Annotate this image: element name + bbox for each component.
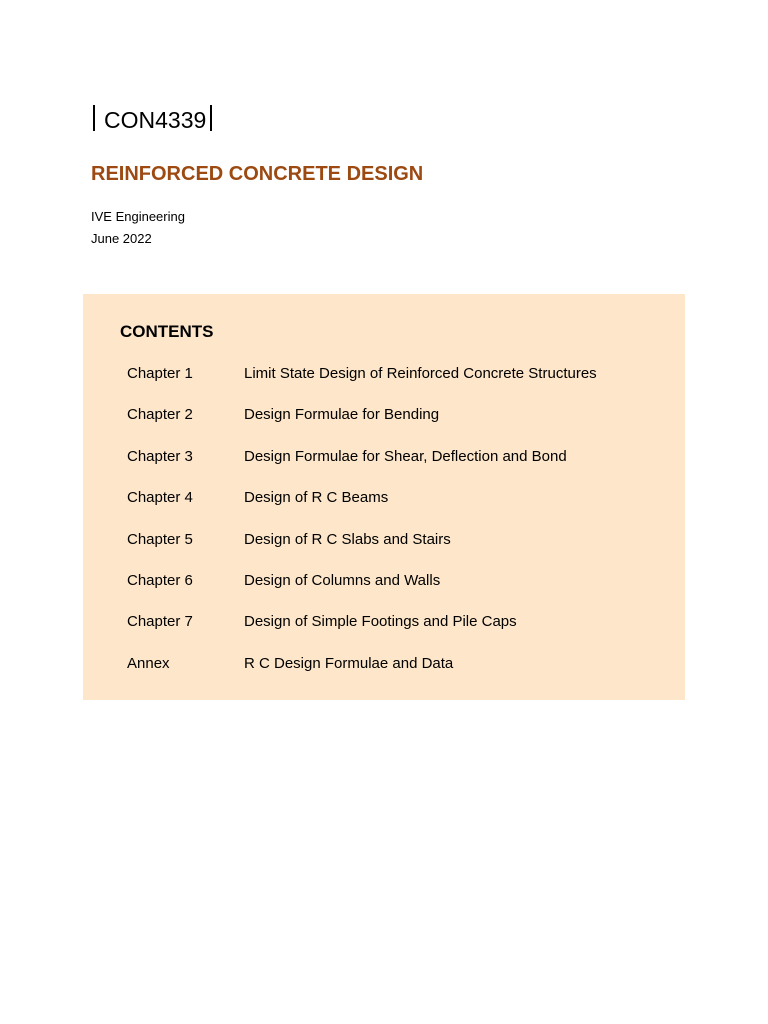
toc-item-label: Chapter 5 bbox=[127, 530, 193, 548]
document-title: REINFORCED CONCRETE DESIGN bbox=[91, 163, 424, 185]
organization: IVE Engineering bbox=[91, 209, 185, 224]
toc-item-label: Chapter 6 bbox=[127, 571, 193, 589]
toc-item-label: Chapter 4 bbox=[127, 489, 193, 507]
publication-date: June 2022 bbox=[91, 231, 152, 246]
contents-box bbox=[83, 294, 685, 700]
toc-item-title: Design Formulae for Bending bbox=[244, 406, 440, 424]
toc-item-title: R C Design Formulae and Data bbox=[244, 654, 454, 672]
toc-item-title: Limit State Design of Reinforced Concrete Structures bbox=[244, 365, 597, 382]
toc-item-label: Chapter 3 bbox=[127, 447, 193, 465]
contents-heading: CONTENTS bbox=[120, 322, 214, 341]
toc-item-label: Annex bbox=[127, 654, 170, 672]
toc-item-title: Design of R C Beams bbox=[244, 489, 389, 507]
course-code-right-bar bbox=[210, 105, 212, 131]
toc-item-label: Chapter 7 bbox=[127, 613, 193, 631]
toc-item-label: Chapter 2 bbox=[127, 406, 193, 424]
toc-item-title: Design of Columns and Walls bbox=[244, 571, 441, 589]
toc-item-label: Chapter 1 bbox=[127, 365, 193, 382]
toc-item-title: Design Formulae for Shear, Deflection and Bond bbox=[244, 447, 567, 465]
course-code bbox=[93, 103, 212, 135]
course-code-left-bar bbox=[93, 105, 95, 131]
toc-item-title: Design of Simple Footings and Pile Caps bbox=[244, 613, 517, 631]
toc-item-title: Design of R C Slabs and Stairs bbox=[244, 530, 451, 548]
course-code-text: CON4339 bbox=[104, 106, 207, 133]
